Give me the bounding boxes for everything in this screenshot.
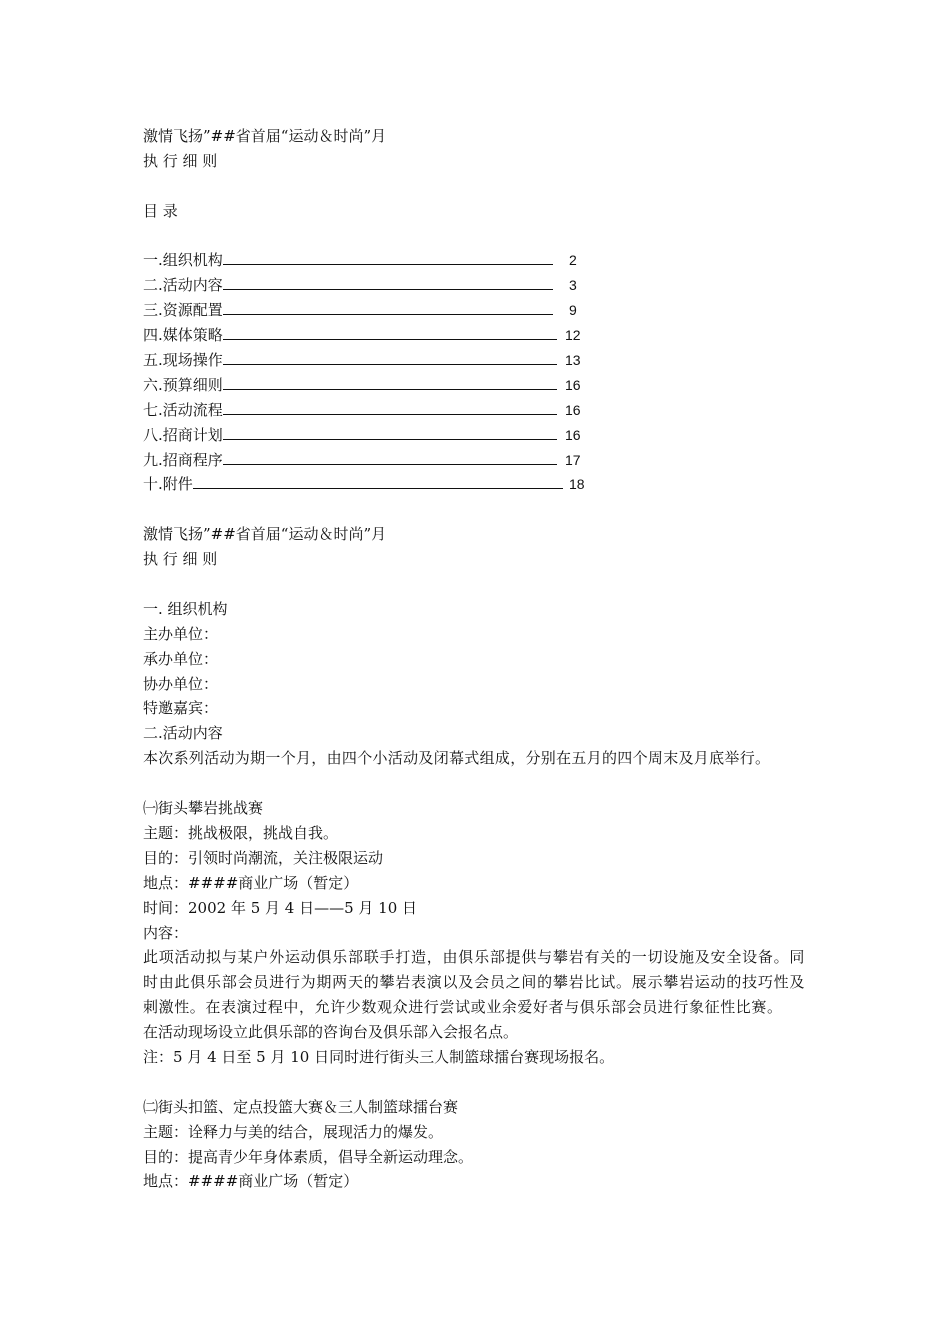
- toc-entry[interactable]: [143, 298, 603, 323]
- event-location: 地点：####商业广场（暂定）: [143, 873, 359, 892]
- toc-entry-page: 2: [569, 252, 577, 269]
- toc-leader: [223, 400, 557, 415]
- toc-heading: 目 录: [143, 201, 178, 220]
- toc-entry-label: 一.组织机构: [143, 251, 223, 270]
- toc-leader: [223, 250, 553, 265]
- event-theme: 主题：诠释力与美的结合，展现活力的爆发。: [143, 1122, 444, 1141]
- toc-entry[interactable]: [143, 448, 603, 473]
- toc-entry[interactable]: [143, 472, 603, 497]
- toc-leader: [223, 450, 557, 465]
- event-note: 注：5 月 4 日至 5 月 10 日同时进行街头三人制篮球擂台赛现场报名。: [143, 1048, 615, 1066]
- toc-leader: [223, 375, 557, 390]
- event-time: 时间：2002 年 5 月 4 日——5 月 10 日: [143, 898, 418, 917]
- body-title: 激情飞扬”##省首届“运动＆时尚”月: [143, 525, 387, 544]
- toc-entry-label: 六.预算细则: [143, 375, 223, 394]
- event-heading: ㈡街头扣篮、定点投篮大赛＆三人制篮球擂台赛: [143, 1097, 459, 1116]
- document-title: 激情飞扬”##省首届“运动＆时尚”月: [143, 127, 387, 145]
- org-organizer: 承办单位：: [143, 649, 219, 668]
- event-purpose: 目的：引领时尚潮流，关注极限运动: [143, 848, 384, 867]
- document-page: [143, 124, 843, 1194]
- toc-entry[interactable]: [143, 373, 603, 398]
- toc-entry-label: 五.现场操作: [143, 351, 223, 370]
- event-theme: 主题：挑战极限，挑战自我。: [143, 823, 339, 842]
- table-of-contents: [143, 248, 843, 497]
- document-subtitle: 执 行 细 则: [143, 151, 218, 170]
- toc-entry-page: 13: [565, 352, 581, 369]
- toc-entry-label: 九.招商程序: [143, 450, 223, 469]
- toc-leader: [223, 425, 557, 440]
- body-subtitle: 执 行 细 则: [143, 550, 218, 569]
- org-host: 主办单位：: [143, 624, 219, 643]
- toc-entry-page: 9: [569, 302, 577, 319]
- toc-entry-label: 二.活动内容: [143, 276, 223, 295]
- event-booth: 在活动现场设立此俱乐部的咨询台及俱乐部入会报名点。: [143, 1023, 519, 1042]
- toc-entry[interactable]: [143, 348, 603, 373]
- toc-entry[interactable]: [143, 398, 603, 423]
- toc-entry[interactable]: [143, 273, 603, 298]
- toc-entry-page: 17: [565, 451, 581, 468]
- toc-entry-page: 12: [565, 327, 581, 344]
- toc-entry-page: 3: [569, 277, 577, 294]
- event-content-label: 内容：: [143, 923, 189, 942]
- event-location: 地点：####商业广场（暂定）: [143, 1172, 359, 1191]
- activities-intro: 本次系列活动为期一个月，由四个小活动及闭幕式组成，分别在五月的四个周末及月底举行。: [143, 749, 771, 768]
- toc-leader: [223, 300, 553, 315]
- event-content-paragraph: 此项活动拟与某户外运动俱乐部联手打造，由俱乐部提供与攀岩有关的一切设施及安全设备。同时由此俱乐部会员进行为期两天的攀岩表演以及会员之间的攀岩比试。展示攀岩运动的技巧性及刺激性。在表演过程中，允许少数观众进行尝试或业余爱好者与俱乐部会员进行象征性比赛。: [143, 948, 805, 1017]
- event-heading: ㈠街头攀岩挑战赛: [143, 799, 264, 818]
- toc-entry-label: 八.招商计划: [143, 425, 223, 444]
- toc-leader: [223, 350, 557, 365]
- toc-entry-page: 18: [569, 476, 585, 493]
- toc-leader: [223, 275, 553, 290]
- toc-entry-page: 16: [565, 376, 581, 393]
- toc-leader: [223, 325, 557, 340]
- section-heading-organization: 一. 组织机构: [143, 599, 228, 618]
- toc-entry[interactable]: [143, 323, 603, 348]
- toc-entry-label: 十.附件: [143, 475, 193, 494]
- toc-entry-label: 七.活动流程: [143, 400, 223, 419]
- toc-entry-label: 三.资源配置: [143, 301, 223, 320]
- event-purpose: 目的：提高青少年身体素质，倡导全新运动理念。: [143, 1147, 474, 1166]
- toc-leader: [193, 474, 563, 489]
- toc-entry-label: 四.媒体策略: [143, 326, 223, 345]
- org-co-organizer: 协办单位：: [143, 674, 219, 693]
- toc-entry[interactable]: [143, 423, 603, 448]
- toc-entry-page: 16: [565, 426, 581, 443]
- toc-entry[interactable]: [143, 248, 603, 273]
- section-heading-activities: 二.活动内容: [143, 724, 223, 743]
- org-special-guests: 特邀嘉宾：: [143, 699, 219, 718]
- toc-entry-page: 16: [565, 401, 581, 418]
